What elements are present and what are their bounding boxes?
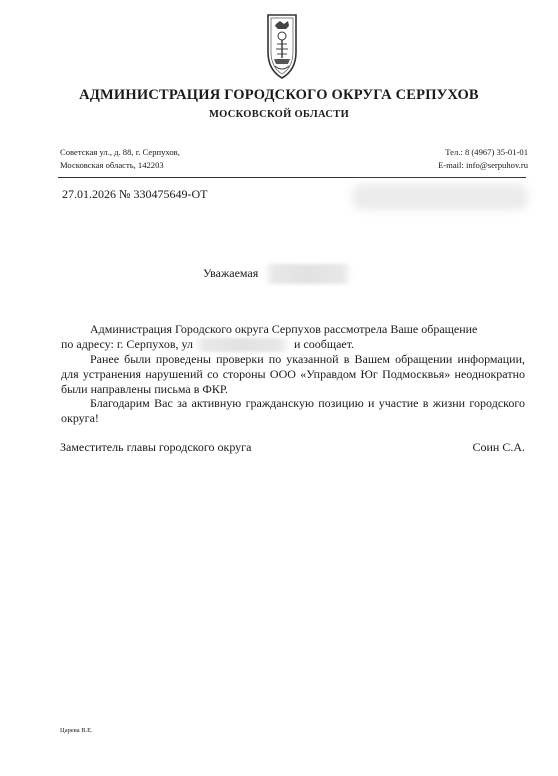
address-block [60,146,180,172]
address-prefix: по адресу: г. Серпухов, ул [61,336,193,351]
paragraph-2: Ранее были проведены проверки по указанной в Вашем обращении информации, для устранения нарушений со стороны ООО «Управдом Юг Подмосквья» неоднократно были направлены письма в ФКР. [61,352,525,396]
greeting [203,264,353,284]
header-divider [58,177,526,178]
redacted-name [263,264,353,284]
redacted-addressee-block [352,184,528,210]
signer-name: Соин С.А. [472,440,525,454]
redacted-address [193,338,291,352]
letter-body [61,322,525,426]
signer-position: Заместитель главы городского округа [60,440,252,454]
phone-text: Тел.: 8 (4967) 35-01-01 [445,147,528,157]
executor-name: Царева В.Е. [60,727,93,734]
greeting-text: Уважаемая [203,265,259,280]
address-line-2: Московская область, 142203 [60,160,164,170]
registration-number: 27.01.2026 № 330475649-ОТ [62,187,208,201]
organization-subtitle: МОСКОВСКОЙ ОБЛАСТИ [208,109,350,120]
organization-title: АДМИНИСТРАЦИЯ ГОРОДСКОГО ОКРУГА СЕРПУХОВ [79,87,479,103]
contact-block [438,146,528,172]
paragraph-1-line-1: Администрация Городского округа Серпухов рассмотрела Ваше обращение [90,322,478,336]
paragraph-1-line-2 [61,337,525,352]
coat-of-arms-icon [262,12,302,84]
paragraph-3: Благодарим Вас за активную гражданскую позицию и участие в жизни городского округа! [61,396,525,426]
address-line-1: Советская ул., д. 88, г. Серпухов, [60,147,180,157]
email-text: E-mail: info@serpuhov.ru [438,160,528,170]
address-suffix: и сообщает. [293,336,355,351]
